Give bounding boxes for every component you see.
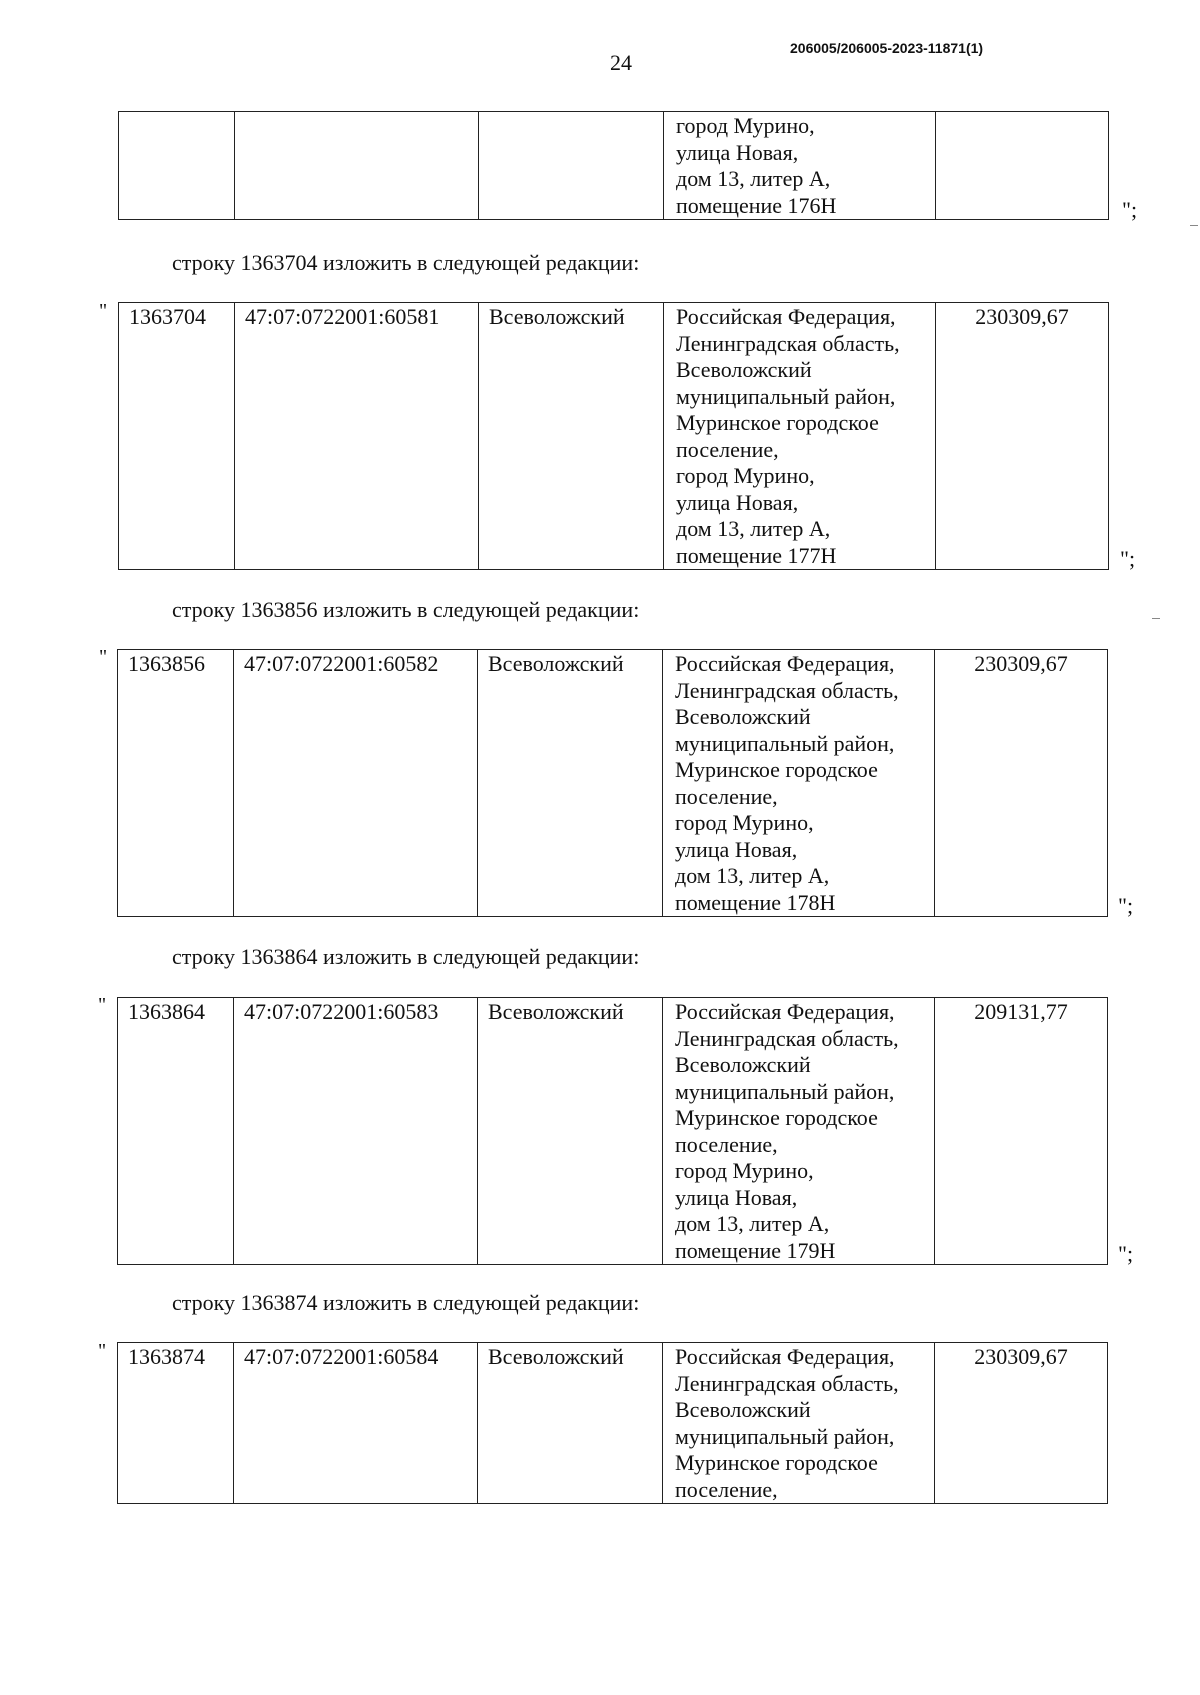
address-line: дом 13, литер А, [675,863,830,888]
table-row [118,998,1108,1265]
address-line: улица Новая, [676,139,799,165]
address-line: Всеволожский [675,704,811,729]
address-line: помещение 176Н [676,192,837,218]
address-line: Ленинградская область, [675,1370,899,1396]
address-line: Российская Федерация, [675,651,895,676]
address-line: Ленинградская область, [675,677,899,703]
record-id-cell: 1363704 [119,303,235,570]
amendment-instruction: строку 1363874 изложить в следующей редакции: [172,1290,640,1315]
address-line: муниципальный район, [676,383,896,409]
cadastral-value-cell [936,112,1109,220]
table-row [118,1343,1108,1504]
record-table-1363704 [118,302,1109,570]
page-number: 24 [610,50,632,75]
closing-quote: "; [1118,893,1134,918]
address-line: Всеволожский [675,1052,811,1077]
cadastral-number-cell: 47:07:0722001:60582 [234,650,478,917]
opening-quote: " [98,1340,107,1362]
address-line: город Мурино, [676,113,815,138]
table-row [119,303,1109,570]
address-line: улица Новая, [676,489,799,515]
record-table-1363874 [117,1342,1108,1504]
address-line: Российская Федерация, [676,304,896,329]
address-line: поселение, [676,436,779,462]
address-line: Всеволожский [676,357,812,382]
scan-mark [1152,618,1160,619]
address-line: Муринское городское [675,1450,878,1475]
amendment-instruction: строку 1363856 изложить в следующей редакции: [172,597,640,622]
scan-mark [1190,225,1198,226]
address-line: Российская Федерация, [675,1344,895,1369]
address-line: улица Новая, [675,1184,798,1210]
opening-quote: " [99,300,108,322]
opening-quote: " [99,646,108,668]
cadastral-value-cell: 230309,67 [936,303,1109,570]
address-line: поселение, [675,1476,778,1502]
record-id-cell [119,112,235,220]
district-cell: Всеволожский [478,998,663,1265]
district-cell: Всеволожский [478,1343,663,1504]
address-line: помещение 177Н [676,542,837,568]
address-line: улица Новая, [675,836,798,862]
address-cell [663,650,935,917]
address-line: город Мурино, [675,1158,814,1183]
district-cell: Всеволожский [478,650,663,917]
document-id: 206005/206005-2023-11871(1) [790,40,984,56]
table-row [119,112,1109,220]
closing-quote: "; [1122,197,1138,222]
address-line: муниципальный район, [675,1078,895,1104]
address-cell [664,112,936,220]
address-line: поселение, [675,1131,778,1157]
record-id-cell: 1363874 [118,1343,234,1504]
cadastral-value-cell: 209131,77 [935,998,1108,1265]
record-id-cell: 1363864 [118,998,234,1265]
address-line: дом 13, литер А, [675,1211,830,1236]
address-line: город Мурино, [676,463,815,488]
table-row [118,650,1108,917]
address-line: город Мурино, [675,810,814,835]
address-line: дом 13, литер А, [676,166,831,191]
opening-quote: " [98,994,107,1016]
cadastral-number-cell: 47:07:0722001:60581 [235,303,479,570]
address-cell [663,1343,935,1504]
district-cell: Всеволожский [479,303,664,570]
cadastral-number-cell [235,112,479,220]
closing-quote: "; [1118,1241,1134,1266]
address-line: помещение 178Н [675,889,836,915]
address-line: Муринское городское [676,410,879,435]
cadastral-value-cell: 230309,67 [935,650,1108,917]
address-line: поселение, [675,783,778,809]
amendment-instruction: строку 1363864 изложить в следующей редакции: [172,944,640,969]
address-line: Ленинградская область, [676,330,900,356]
address-line: Муринское городское [675,1105,878,1130]
address-line: помещение 179Н [675,1237,836,1263]
address-line: Ленинградская область, [675,1025,899,1051]
record-table-1363864 [117,997,1108,1265]
address-line: Российская Федерация, [675,999,895,1024]
district-cell [479,112,664,220]
closing-quote: "; [1120,546,1136,571]
address-cell [664,303,936,570]
cadastral-number-cell: 47:07:0722001:60584 [234,1343,478,1504]
address-line: Муринское городское [675,757,878,782]
record-id-cell: 1363856 [118,650,234,917]
address-cell [663,998,935,1265]
address-line: Всеволожский [675,1397,811,1422]
cadastral-value-cell: 230309,67 [935,1343,1108,1504]
cadastral-number-cell: 47:07:0722001:60583 [234,998,478,1265]
record-table-0 [118,111,1109,220]
amendment-instruction: строку 1363704 изложить в следующей редакции: [172,250,640,275]
address-line: дом 13, литер А, [676,516,831,541]
record-table-1363856 [117,649,1108,917]
address-line: муниципальный район, [675,730,895,756]
address-line: муниципальный район, [675,1423,895,1449]
